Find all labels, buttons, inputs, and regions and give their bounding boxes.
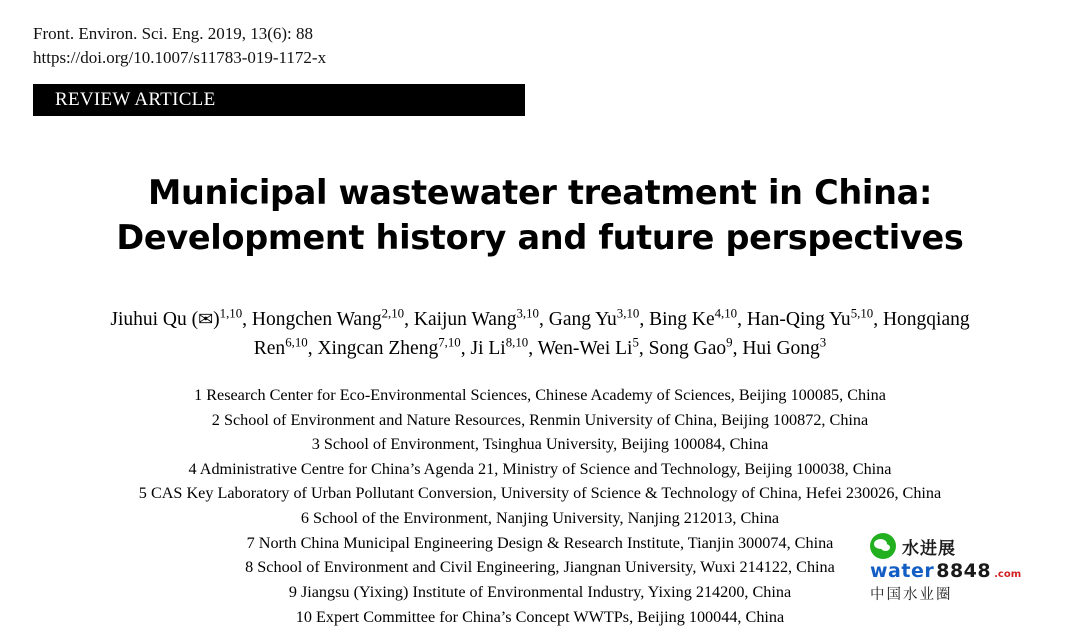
article-type-banner [33, 84, 525, 116]
author-list: Jiuhui Qu (✉)$^{1,10}$, Hongchen Wang$^{2,10}$, Kaijun Wang$^{3,10}$, Gang Yu$^{3,10}$, Bing Ke$^{4,10}$, Han-Qing Yu$^{5,10}$, Hongqiang Ren$^{6,10}$, Xingcan Zheng$^{7,10}$, Ji Li$^{8,10}$, Wen-Wei Li$^5$, Song Gao$^9$, Hui Gong$^3$ [30, 306, 1050, 363]
affiliation-item: 1 Research Center for Eco-Environmental Sciences, Chinese Academy of Sciences, Beijing 100085, China [30, 383, 1050, 408]
article-type-label: REVIEW ARTICLE [55, 89, 216, 111]
corresponding-author-envelope-icon: ✉ [198, 309, 213, 329]
watermark-site-row [870, 560, 1066, 582]
watermark-domain-suffix: .com [994, 569, 1021, 580]
page-title: Municipal wastewater treatment in China: Development history and future perspectives [30, 171, 1050, 260]
affiliation-item: 7 North China Municipal Engineering Design & Research Institute, Tianjin 300074, China [30, 531, 1050, 556]
affiliation-item: 5 CAS Key Laboratory of Urban Pollutant Conversion, University of Science & Technology of China, Hefei 230026, China [30, 481, 1050, 506]
watermark-brand-row [870, 533, 1066, 559]
affiliation-item: 3 School of Environment, Tsinghua University, Beijing 100084, China [30, 432, 1050, 457]
affiliation-item: 10 Expert Committee for China’s Concept WWTPs, Beijing 100044, China [30, 605, 1050, 629]
watermark [870, 533, 1066, 604]
journal-doi: https://doi.org/10.1007/s11783-019-1172-x [33, 46, 1050, 70]
affiliation-item: 4 Administrative Centre for China’s Agenda 21, Ministry of Science and Technology, Beijing 100038, China [30, 457, 1050, 482]
watermark-number: 8848 [936, 560, 991, 582]
affiliation-item: 6 School of the Environment, Nanjing University, Nanjing 212013, China [30, 506, 1050, 531]
affiliation-item: 9 Jiangsu (Yixing) Institute of Environmental Industry, Yixing 214200, China [30, 580, 1050, 605]
wechat-icon [870, 533, 896, 559]
watermark-cn-name: 水进展 [902, 534, 956, 559]
affiliation-item: 2 School of Environment and Nature Resources, Renmin University of China, Beijing 100872, China [30, 408, 1050, 433]
watermark-tagline: 中国水业圈 [870, 583, 1066, 604]
affiliation-item: 8 School of Environment and Civil Engineering, Jiangnan University, Wuxi 214122, China [30, 555, 1050, 580]
journal-header [33, 22, 1050, 70]
watermark-water-word: water [870, 560, 934, 582]
journal-citation: Front. Environ. Sci. Eng. 2019, 13(6): 88 [33, 22, 1050, 46]
